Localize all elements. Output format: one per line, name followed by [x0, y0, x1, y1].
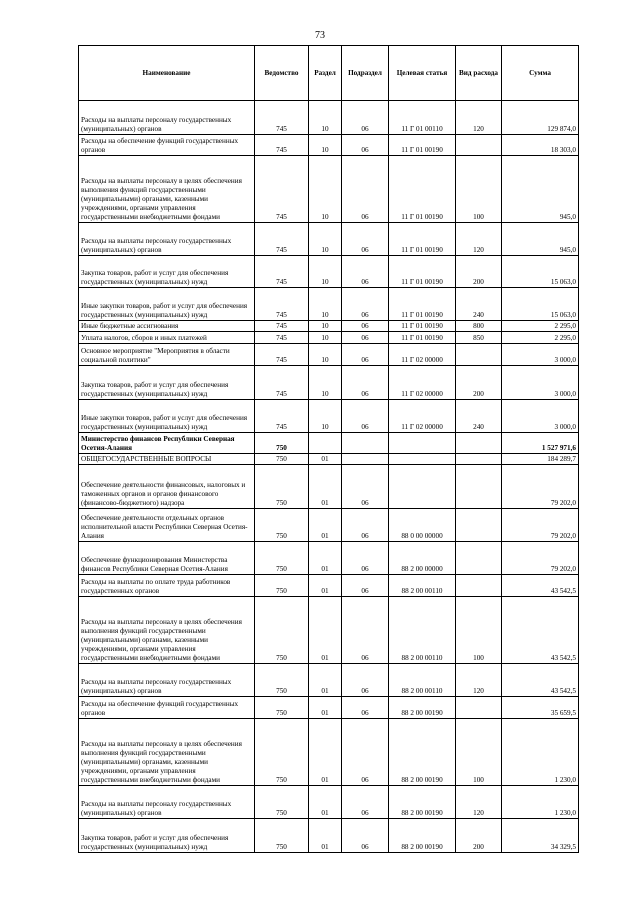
table-row	[79, 597, 579, 664]
row-amount: 945,0	[502, 156, 579, 223]
row-expense-type: 120	[456, 664, 502, 697]
row-section: 10	[309, 288, 342, 321]
row-name: Расходы на обеспечение функций государственных органов	[79, 697, 255, 719]
row-section: 10	[309, 223, 342, 256]
row-amount: 2 295,0	[502, 332, 579, 344]
row-section: 01	[309, 509, 342, 542]
row-department: 750	[255, 575, 309, 597]
row-section: 01	[309, 786, 342, 819]
row-amount: 3 000,0	[502, 366, 579, 400]
row-expense-type: 800	[456, 321, 502, 332]
row-subsection: 06	[342, 288, 389, 321]
row-section: 10	[309, 400, 342, 433]
row-expense-type: 240	[456, 288, 502, 321]
row-amount: 129 874,0	[502, 101, 579, 135]
row-subsection: 06	[342, 156, 389, 223]
row-amount: 34 329,5	[502, 819, 579, 853]
row-amount: 3 000,0	[502, 344, 579, 366]
row-target-article: 88 2 00 00190	[389, 719, 456, 786]
table-row	[79, 156, 579, 223]
row-name: Расходы на выплаты персоналу в целях обеспечения выполнения функций государственными (муниципальными) органами, казенными учреждениями, органами управления государственными внебюджетными фондами	[79, 597, 255, 664]
row-section: 01	[309, 465, 342, 509]
row-expense-type: 100	[456, 719, 502, 786]
table-row	[79, 288, 579, 321]
row-section: 10	[309, 101, 342, 135]
row-amount: 1 527 971,6	[502, 433, 579, 454]
row-subsection	[342, 454, 389, 465]
row-amount: 1 230,0	[502, 786, 579, 819]
row-name: Закупка товаров, работ и услуг для обеспечения государственных (муниципальных) нужд	[79, 819, 255, 853]
row-expense-type: 200	[456, 819, 502, 853]
row-subsection: 06	[342, 332, 389, 344]
row-target-article: 88 0 00 00000	[389, 509, 456, 542]
table-row	[79, 719, 579, 786]
row-amount: 945,0	[502, 223, 579, 256]
row-target-article: 11 Г 02 00000	[389, 400, 456, 433]
row-department: 745	[255, 344, 309, 366]
row-name: Расходы на выплаты персоналу государственных (муниципальных) органов	[79, 223, 255, 256]
row-name: Расходы на выплаты персоналу государственных (муниципальных) органов	[79, 786, 255, 819]
row-subsection: 06	[342, 321, 389, 332]
row-department: 745	[255, 256, 309, 288]
table-row	[79, 697, 579, 719]
row-subsection: 06	[342, 465, 389, 509]
row-subsection: 06	[342, 542, 389, 575]
row-section: 01	[309, 454, 342, 465]
row-target-article: 88 2 00 00190	[389, 697, 456, 719]
row-target-article: 11 Г 01 00190	[389, 156, 456, 223]
row-expense-type	[456, 135, 502, 156]
row-expense-type: 120	[456, 223, 502, 256]
table-row	[79, 400, 579, 433]
row-amount: 3 000,0	[502, 400, 579, 433]
table-row	[79, 332, 579, 344]
row-amount: 79 202,0	[502, 465, 579, 509]
row-section: 10	[309, 321, 342, 332]
row-expense-type: 120	[456, 101, 502, 135]
row-expense-type	[456, 344, 502, 366]
row-department: 745	[255, 135, 309, 156]
row-department: 750	[255, 509, 309, 542]
row-target-article: 11 Г 01 00190	[389, 223, 456, 256]
row-expense-type	[456, 433, 502, 454]
header-section: Раздел	[309, 46, 342, 101]
row-target-article: 88 2 00 00190	[389, 786, 456, 819]
row-target-article: 11 Г 02 00000	[389, 366, 456, 400]
row-expense-type	[456, 509, 502, 542]
table-row	[79, 819, 579, 853]
row-name: Обеспечение деятельности отдельных органов исполнительной власти Республики Северная Осетия-Алания	[79, 509, 255, 542]
row-name: Министерство финансов Республики Северная Осетия-Алания	[79, 433, 255, 454]
table-header-row	[79, 46, 579, 101]
row-section: 10	[309, 332, 342, 344]
table-row	[79, 575, 579, 597]
row-amount: 15 063,0	[502, 288, 579, 321]
row-amount: 35 659,5	[502, 697, 579, 719]
row-department: 745	[255, 400, 309, 433]
row-amount: 18 303,0	[502, 135, 579, 156]
table-row	[79, 509, 579, 542]
row-name: Расходы на выплаты по оплате труда работников государственных органов	[79, 575, 255, 597]
row-amount: 15 063,0	[502, 256, 579, 288]
row-department: 750	[255, 786, 309, 819]
row-name: Иные закупки товаров, работ и услуг для обеспечения государственных (муниципальных) нужд	[79, 400, 255, 433]
row-name: Иные бюджетные ассигнования	[79, 321, 255, 332]
table-row	[79, 542, 579, 575]
row-expense-type	[456, 465, 502, 509]
table-row	[79, 256, 579, 288]
row-department: 750	[255, 465, 309, 509]
row-department: 745	[255, 288, 309, 321]
row-subsection: 06	[342, 344, 389, 366]
table-row	[79, 454, 579, 465]
row-target-article: 11 Г 01 00110	[389, 101, 456, 135]
row-subsection: 06	[342, 575, 389, 597]
row-target-article: 88 2 00 00110	[389, 664, 456, 697]
row-department: 745	[255, 223, 309, 256]
row-subsection: 06	[342, 719, 389, 786]
row-amount: 43 542,5	[502, 664, 579, 697]
row-name: Расходы на обеспечение функций государственных органов	[79, 135, 255, 156]
header-target-article: Целевая статья	[389, 46, 456, 101]
budget-table	[78, 45, 579, 853]
row-amount: 184 289,7	[502, 454, 579, 465]
row-subsection: 06	[342, 223, 389, 256]
row-section	[309, 433, 342, 454]
row-name: Закупка товаров, работ и услуг для обеспечения государственных (муниципальных) нужд	[79, 256, 255, 288]
row-subsection: 06	[342, 366, 389, 400]
table-row	[79, 433, 579, 454]
row-department: 750	[255, 719, 309, 786]
row-target-article	[389, 454, 456, 465]
row-section: 10	[309, 366, 342, 400]
row-section: 01	[309, 819, 342, 853]
row-subsection: 06	[342, 664, 389, 697]
row-department: 750	[255, 819, 309, 853]
row-name: Обеспечение функционирования Министерства финансов Республики Северная Осетия-Алания	[79, 542, 255, 575]
row-department: 745	[255, 101, 309, 135]
row-name: Закупка товаров, работ и услуг для обеспечения государственных (муниципальных) нужд	[79, 366, 255, 400]
row-expense-type: 850	[456, 332, 502, 344]
row-name: Расходы на выплаты персоналу в целях обеспечения выполнения функций государственными (муниципальными) органами, казенными учреждениями, органами управления государственными внебюджетными фондами	[79, 156, 255, 223]
row-department: 745	[255, 332, 309, 344]
row-target-article: 11 Г 01 00190	[389, 135, 456, 156]
row-department: 745	[255, 156, 309, 223]
row-target-article	[389, 433, 456, 454]
row-subsection: 06	[342, 786, 389, 819]
row-name: Иные закупки товаров, работ и услуг для обеспечения государственных (муниципальных) нужд	[79, 288, 255, 321]
row-expense-type: 200	[456, 256, 502, 288]
row-department: 750	[255, 454, 309, 465]
row-target-article: 11 Г 02 00000	[389, 344, 456, 366]
row-section: 10	[309, 156, 342, 223]
row-target-article: 11 Г 01 00190	[389, 321, 456, 332]
row-target-article: 11 Г 01 00190	[389, 256, 456, 288]
row-department: 745	[255, 366, 309, 400]
table-row	[79, 101, 579, 135]
row-section: 01	[309, 597, 342, 664]
row-subsection: 06	[342, 597, 389, 664]
row-department: 750	[255, 597, 309, 664]
row-expense-type: 100	[456, 156, 502, 223]
row-subsection: 06	[342, 256, 389, 288]
row-expense-type	[456, 697, 502, 719]
row-amount: 43 542,5	[502, 597, 579, 664]
row-subsection: 06	[342, 697, 389, 719]
header-amount: Сумма	[502, 46, 579, 101]
row-target-article: 88 2 00 00190	[389, 819, 456, 853]
row-department: 750	[255, 542, 309, 575]
row-name: Расходы на выплаты персоналу в целях обеспечения выполнения функций государственными (муниципальными) органами, казенными учреждениями, органами управления государственными внебюджетными фондами	[79, 719, 255, 786]
header-subsection: Подраздел	[342, 46, 389, 101]
header-department: Ведомство	[255, 46, 309, 101]
row-name: ОБЩЕГОСУДАРСТВЕННЫЕ ВОПРОСЫ	[79, 454, 255, 465]
row-target-article: 11 Г 01 00190	[389, 332, 456, 344]
row-expense-type	[456, 454, 502, 465]
table-row	[79, 366, 579, 400]
row-name: Обеспечение деятельности финансовых, налоговых и таможенных органов и органов финансового (финансово-бюджетного) надзора	[79, 465, 255, 509]
row-section: 10	[309, 135, 342, 156]
row-name: Уплата налогов, сборов и иных платежей	[79, 332, 255, 344]
row-subsection: 06	[342, 400, 389, 433]
row-subsection: 06	[342, 135, 389, 156]
row-target-article: 88 2 00 00000	[389, 542, 456, 575]
row-expense-type: 200	[456, 366, 502, 400]
table-row	[79, 135, 579, 156]
table-row	[79, 664, 579, 697]
row-department: 750	[255, 433, 309, 454]
row-name: Расходы на выплаты персоналу государственных (муниципальных) органов	[79, 101, 255, 135]
row-target-article	[389, 465, 456, 509]
row-amount: 2 295,0	[502, 321, 579, 332]
row-expense-type: 100	[456, 597, 502, 664]
row-amount: 43 542,5	[502, 575, 579, 597]
table-row	[79, 344, 579, 366]
row-name: Основное мероприятие "Мероприятия в области социальной политики"	[79, 344, 255, 366]
row-subsection: 06	[342, 101, 389, 135]
header-expense-type: Вид расхода	[456, 46, 502, 101]
row-expense-type	[456, 542, 502, 575]
row-section: 01	[309, 697, 342, 719]
header-name: Наименование	[79, 46, 255, 101]
row-target-article: 11 Г 01 00190	[389, 288, 456, 321]
row-amount: 1 230,0	[502, 719, 579, 786]
table-row	[79, 786, 579, 819]
row-amount: 79 202,0	[502, 542, 579, 575]
row-section: 01	[309, 719, 342, 786]
row-department: 750	[255, 664, 309, 697]
row-name: Расходы на выплаты персоналу государственных (муниципальных) органов	[79, 664, 255, 697]
row-subsection: 06	[342, 819, 389, 853]
page-number: 73	[315, 30, 325, 41]
row-department: 745	[255, 321, 309, 332]
row-section: 10	[309, 344, 342, 366]
row-expense-type	[456, 575, 502, 597]
row-section: 01	[309, 542, 342, 575]
row-section: 10	[309, 256, 342, 288]
row-expense-type: 120	[456, 786, 502, 819]
table-row	[79, 465, 579, 509]
row-department: 750	[255, 697, 309, 719]
row-section: 01	[309, 575, 342, 597]
table-body	[79, 101, 579, 853]
row-target-article: 88 2 00 00110	[389, 575, 456, 597]
row-expense-type: 240	[456, 400, 502, 433]
row-section: 01	[309, 664, 342, 697]
table-row	[79, 223, 579, 256]
row-amount: 79 202,0	[502, 509, 579, 542]
row-subsection: 06	[342, 509, 389, 542]
row-subsection	[342, 433, 389, 454]
row-target-article: 88 2 00 00110	[389, 597, 456, 664]
table-row	[79, 321, 579, 332]
